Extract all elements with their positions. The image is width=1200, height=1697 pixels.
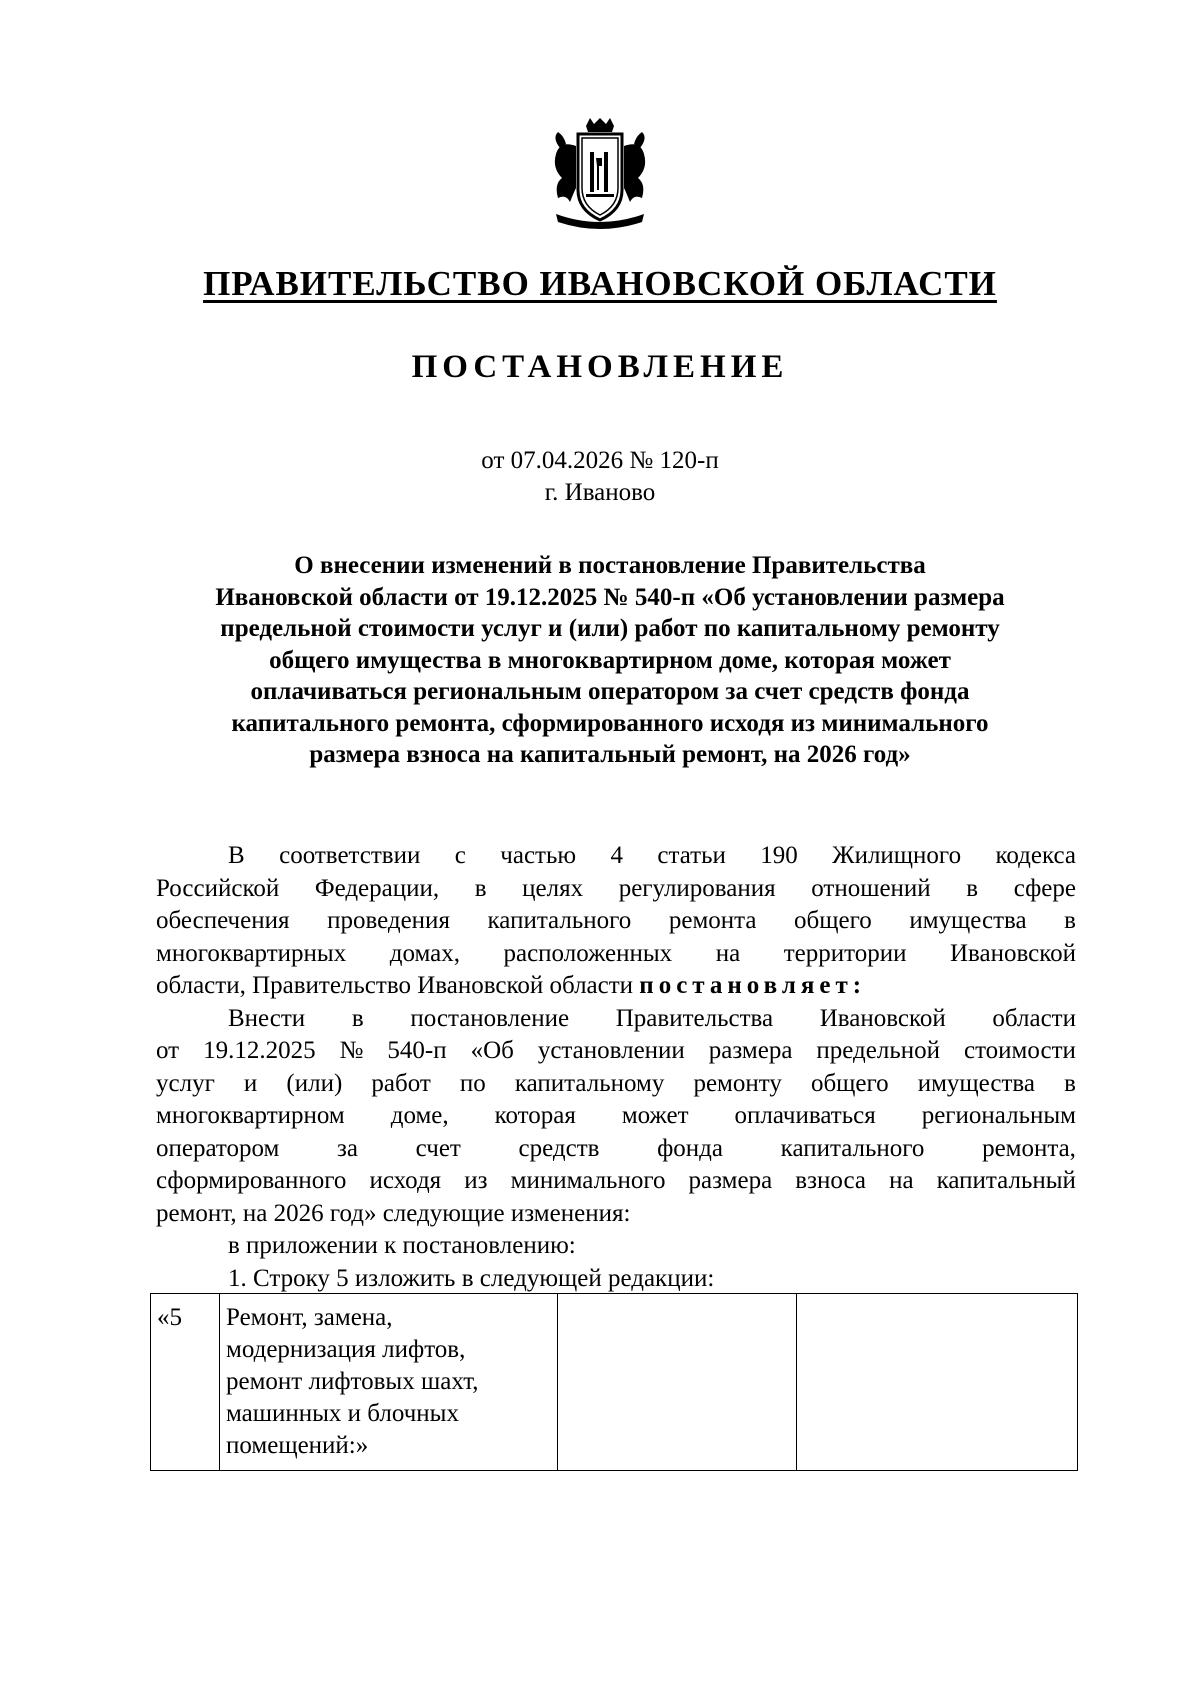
word: расположенных (503, 939, 673, 967)
word: 4 (610, 842, 623, 869)
word: общего (810, 1069, 889, 1097)
word: 540-п (387, 1037, 447, 1064)
word: Правительства (615, 1004, 774, 1032)
body-line (156, 1133, 1076, 1166)
word: целях (522, 874, 584, 902)
body-line (156, 1100, 1076, 1133)
word: работ (371, 1069, 431, 1097)
word: может (621, 1102, 689, 1129)
word: сформированного (156, 1167, 347, 1194)
word: взноса (795, 1167, 866, 1194)
document-subject (150, 550, 1070, 771)
word: отношений (811, 874, 931, 902)
row-number-cell: «5 (151, 1294, 220, 1471)
word: фонда (657, 1134, 724, 1162)
word: области (992, 1004, 1076, 1032)
word: Российской (156, 874, 280, 902)
word: которая (494, 1102, 576, 1129)
empty-cell (797, 1294, 1078, 1471)
word: по (459, 1069, 486, 1097)
word: от (156, 1037, 180, 1064)
subject-line: оплачиваться региональным оператором за счет средств фонда (250, 678, 970, 705)
word: многоквартирных (156, 939, 347, 967)
word: регулирования (618, 874, 776, 902)
body-line (156, 1165, 1076, 1198)
document-type: ПОСТАНОВЛЕНИЕ (411, 349, 789, 385)
word: капитального (487, 907, 632, 934)
word: региональным (921, 1102, 1076, 1129)
word: Ивановской (949, 939, 1076, 967)
word: предельной (816, 1037, 940, 1064)
government-title: ПРАВИТЕЛЬСТВО ИВАНОВСКОЙ ОБЛАСТИ (203, 264, 997, 303)
description-cell (220, 1294, 558, 1471)
resolves-word: постановляет: (639, 972, 867, 999)
cell-line: машинных и блочных (226, 1400, 459, 1427)
cell-line: помещений:» (226, 1432, 369, 1459)
word: Ивановской (819, 1004, 946, 1032)
subject-line: размера взноса на капитальный ремонт, на 2026 год» (309, 741, 911, 768)
document-body (156, 840, 1076, 1295)
word: статьи (657, 842, 726, 869)
word: на (889, 1167, 914, 1194)
word: капитальный (936, 1167, 1076, 1194)
body-line: ремонт, на 2026 год» следующие изменения: (156, 1199, 631, 1227)
word: в (351, 1004, 364, 1032)
body-line: области, Правительство Ивановской области постановляет: (156, 972, 867, 999)
document-meta (0, 445, 1200, 509)
word: домах, (389, 939, 460, 967)
word: исходя (369, 1167, 442, 1194)
word: частью (500, 842, 577, 869)
word: размера (688, 1167, 773, 1194)
body-line (156, 1003, 1076, 1036)
word: (или) (286, 1069, 343, 1097)
word: с (454, 842, 466, 869)
body-line: 1. Строку 5 изложить в следующей редакции: (228, 1264, 715, 1292)
word: Федерации, (314, 874, 440, 902)
word: Жилищного (832, 842, 962, 869)
subject-line: предельной стоимости услуг и (или) работ по капитальному ремонту (220, 615, 1000, 642)
word: ремонта, (982, 1134, 1076, 1162)
amendment-table (150, 1293, 1078, 1471)
word: проведения (327, 907, 450, 934)
body-line (156, 840, 1076, 873)
word: доме, (390, 1102, 449, 1129)
word: имущества (917, 1069, 1035, 1097)
word: и (243, 1069, 258, 1097)
word: кодекса (995, 842, 1076, 869)
word: Внести (228, 1004, 306, 1032)
word: средств (518, 1134, 600, 1162)
table-row (151, 1294, 1078, 1471)
word: в (966, 874, 979, 902)
word: услуг (156, 1069, 215, 1097)
subject-line: капитального ремонта, сформированного исходя из минимального (231, 709, 989, 737)
word: «Об (470, 1037, 514, 1064)
word: ремонта (668, 907, 757, 934)
word: 190 (760, 842, 798, 869)
word: в (1064, 1069, 1076, 1097)
word: капитального (780, 1134, 925, 1162)
word: оператором (156, 1134, 280, 1162)
word: из (464, 1167, 488, 1194)
word: в (474, 874, 487, 902)
word: 19.12.2025 (203, 1037, 316, 1064)
word: соответствии (279, 842, 421, 869)
body-line (156, 1068, 1076, 1101)
cell-line: модернизация лифтов, (226, 1336, 466, 1363)
city: г. Иваново (544, 479, 656, 506)
subject-line: общего имущества в многоквартирном доме, которая может (269, 646, 951, 674)
empty-cell (558, 1294, 797, 1471)
word: многоквартирном (156, 1102, 345, 1129)
cell-line: Ремонт, замена, (226, 1304, 393, 1331)
coat-of-arms-icon (546, 118, 654, 230)
cell-line: ремонт лифтовых шахт, (226, 1368, 479, 1395)
word: за (337, 1134, 359, 1162)
word: размера (708, 1037, 793, 1064)
word: установлении (537, 1037, 685, 1064)
body-line (156, 905, 1076, 938)
word: № (339, 1037, 364, 1064)
body-line (156, 1035, 1076, 1068)
word: ремонту (693, 1069, 782, 1097)
subject-line: О внесении изменений в постановление Правительства (294, 552, 926, 579)
word: сфере (1013, 874, 1076, 902)
subject-line: Ивановской области от 19.12.2025 № 540-п «Об установлении размера (215, 583, 1005, 611)
word: постановление (410, 1004, 570, 1032)
word: имущества (909, 907, 1027, 934)
body-line (156, 938, 1076, 971)
word: обеспечения (156, 907, 290, 934)
word: общего (794, 907, 872, 934)
body-line: в приложении к постановлению: (228, 1232, 576, 1259)
word: территории (783, 939, 907, 967)
word: капитальному (514, 1069, 665, 1097)
date-number: от 07.04.2026 № 120-п (481, 447, 719, 474)
word: В (228, 842, 245, 869)
word: в (1064, 907, 1076, 934)
word: минимального (510, 1167, 666, 1194)
body-line (156, 873, 1076, 906)
word: на (715, 939, 741, 967)
word: стоимости (963, 1037, 1076, 1064)
word: счет (415, 1134, 461, 1162)
word: оплачиваться (734, 1102, 876, 1129)
